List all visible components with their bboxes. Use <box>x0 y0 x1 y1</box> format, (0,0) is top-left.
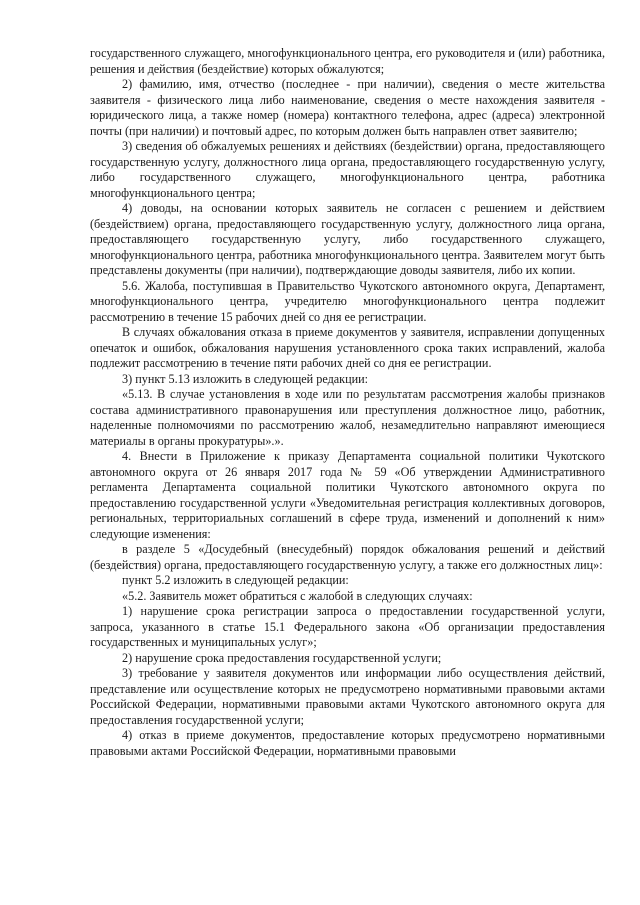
paragraph-5: 5.6. Жалоба, поступившая в Правительство Чукотского автономного округа, Департамент, многофункционального центра, учредителю многофункционального центра подлежит рассмотрению в течение 15 рабочих дней со дня ее регистрации. <box>90 278 605 324</box>
paragraph-9: 4. Внести в Приложение к приказу Департамента социальной политики Чукотского автономного округа от 26 января 2017 года № 59 «Об утверждении Административного регламента Департамента социальной политики Чукотского автономного округа по предоставлению государственной услуги «Уведомительная регистрация коллективных договоров, региональных, территориальных соглашений в сфере труда, изменений и дополнений к ним» следующие изменения: <box>90 449 605 541</box>
paragraph-2: 2) фамилию, имя, отчество (последнее - при наличии), сведения о месте жительства заявителя - физического лица либо наименование, сведения о месте нахождения заявителя - юридического лица, а также номер (номера) контактного телефона, адрес (адреса) электронной почты (при наличии) и почтовый адрес, по которым должен быть направлен ответ заявителю; <box>90 77 605 138</box>
paragraph-14: 2) нарушение срока предоставления государственной услуги; <box>122 650 442 665</box>
paragraph-12: «5.2. Заявитель может обратиться с жалобой в следующих случаях: <box>122 588 473 603</box>
paragraph-6: В случаях обжалования отказа в приеме документов у заявителя, исправлении допущенных опечаток и ошибок, обжалования нарушения установленного срока таких исправлений, жалоба подлежит рассмотрению в течение пяти рабочих дней со дня ее регистрации. <box>90 325 605 370</box>
paragraph-1: государственного служащего, многофункционального центра, его руководителя и (или) работника, решения и действия (бездействие) которых обжалуются; <box>90 46 605 76</box>
paragraph-8: «5.13. В случае установления в ходе или по результатам рассмотрения жалобы признаков состава административного правонарушения или преступления должностное лицо, работник, наделенные полномочиями по рассмотрению жалоб, незамедлительно направляют имеющиеся материалы в органы прокуратуры».». <box>90 387 605 448</box>
paragraph-16: 4) отказ в приеме документов, предоставление которых предусмотрено нормативными правовыми актами Российской Федерации, нормативными правовыми <box>90 728 605 758</box>
paragraph-10: в разделе 5 «Досудебный (внесудебный) порядок обжалования решений и действий (бездействия) органа, предоставляющего государственную услугу, а также его должностных лиц»: <box>90 542 605 572</box>
paragraph-13: 1) нарушение срока регистрации запроса о предоставлении государственной услуги, запроса, указанного в статье 15.1 Федерального закона «Об организации предоставления государственных и муниципальных услуг»; <box>90 604 605 649</box>
paragraph-7: 3) пункт 5.13 изложить в следующей редакции: <box>122 371 369 386</box>
paragraph-15: 3) требование у заявителя документов или информации либо осуществления действий, представление или осуществление которых не предусмотрено нормативными правовыми актами Российской Федерации, нормативными правовыми актами Чукотского автономного округа для предоставления государственной услуги; <box>90 666 605 727</box>
document-page <box>90 46 605 759</box>
paragraph-11: пункт 5.2 изложить в следующей редакции: <box>122 573 349 587</box>
paragraph-4: 4) доводы, на основании которых заявитель не согласен с решением и действием (бездействием) органа, предоставляющего государственную услугу, должностного лица органа, предоставляющего государственную услугу, либо государственного служащего, многофункционального центра, работника многофункционального центра. Заявителем могут быть представлены документы (при наличии), подтверждающие доводы заявителя, либо их копии. <box>90 201 605 277</box>
paragraph-3: 3) сведения об обжалуемых решениях и действиях (бездействии) органа, предоставляющего государственную услугу, должностного лица органа, предоставляющего государственную услугу, либо государственного служащего, многофункционального центра, работника многофункционального центра; <box>90 139 605 200</box>
